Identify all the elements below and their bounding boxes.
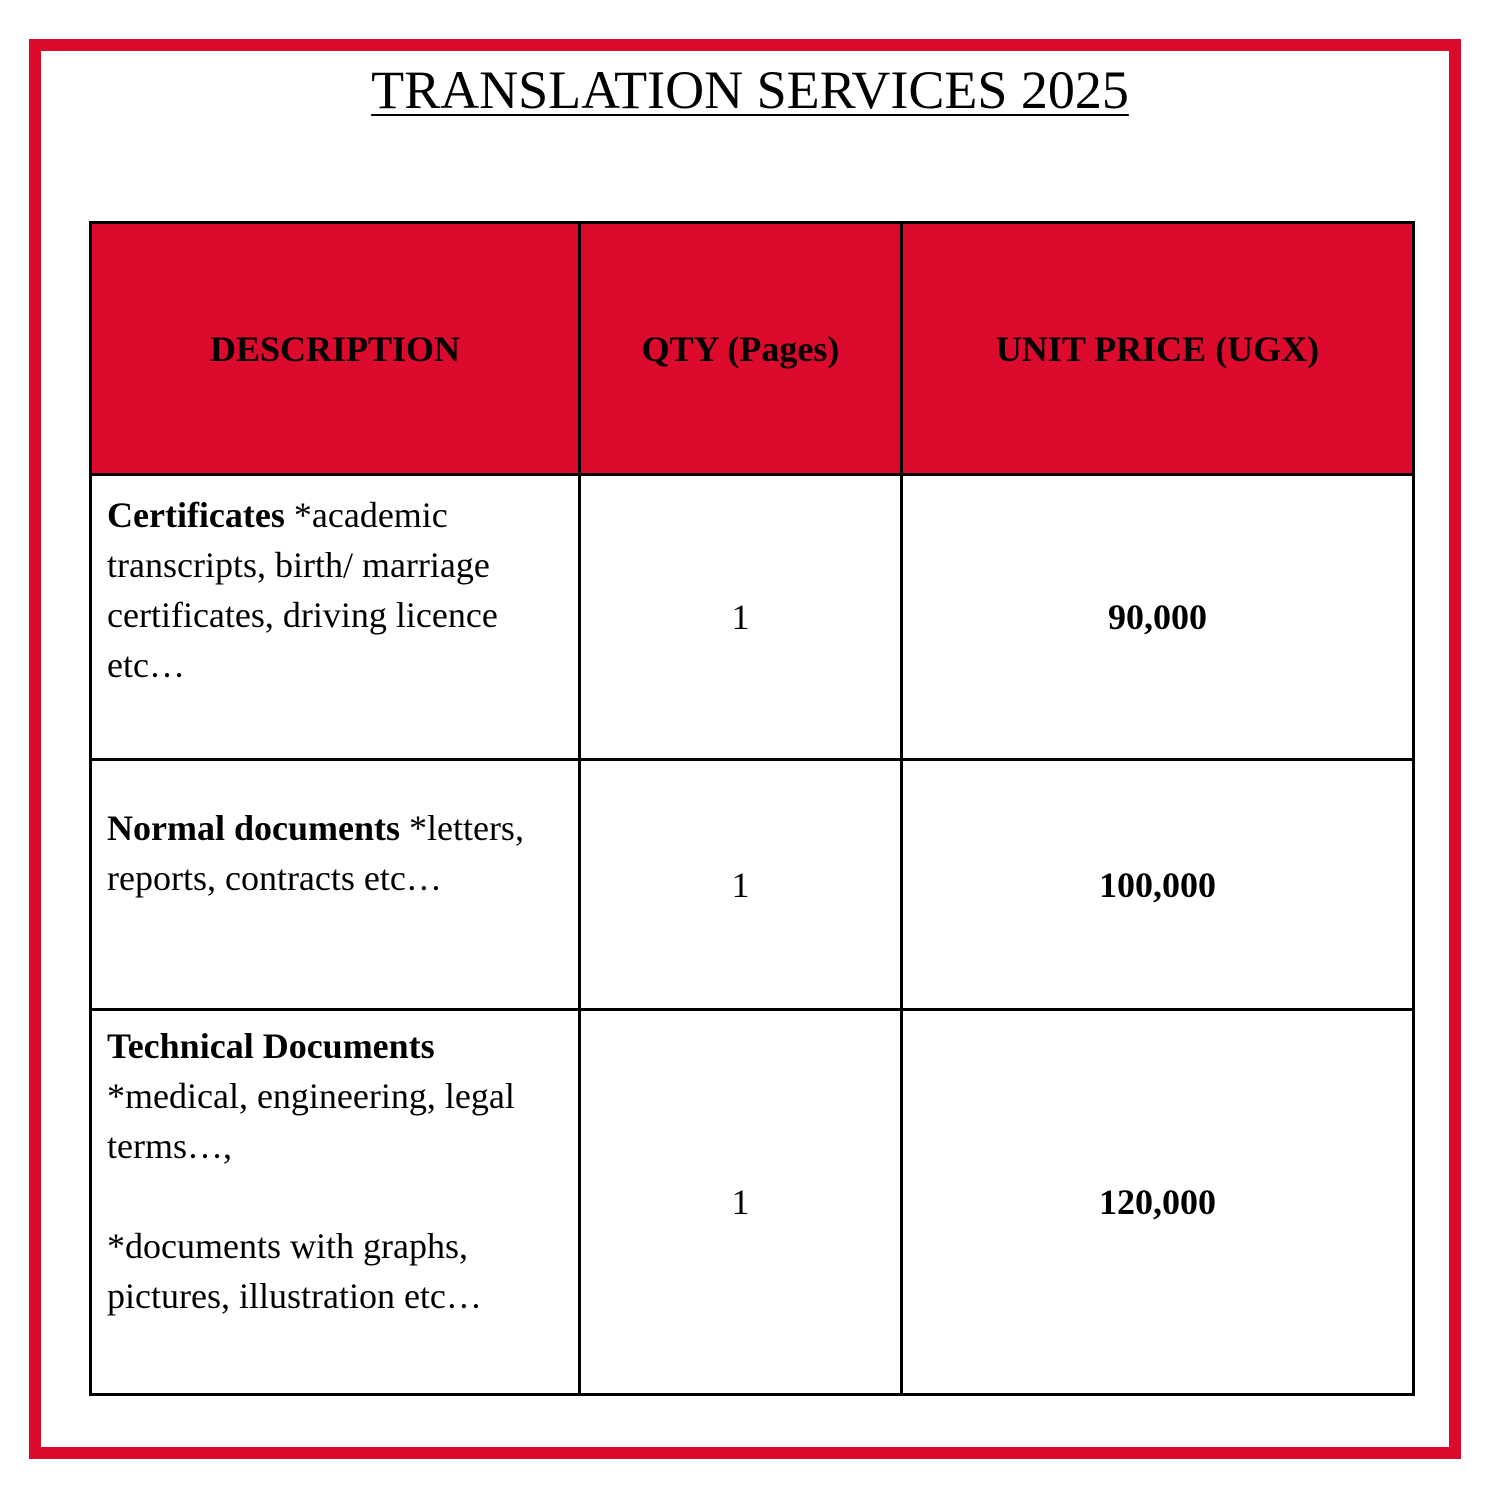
row-description — [91, 1010, 580, 1395]
row-description — [91, 475, 580, 760]
row-details: *academic transcripts, birth/ marriage certificates, driving licence etc… — [107, 495, 498, 685]
row-category: Certificates — [107, 495, 285, 535]
row-details-extra: *documents with graphs, pictures, illustration etc… — [107, 1226, 482, 1316]
table-row — [91, 475, 1414, 760]
header-unit-price: UNIT PRICE (UGX) — [902, 223, 1414, 475]
page-title-text: TRANSLATION SERVICES 2025 — [371, 60, 1129, 120]
row-category: Normal documents — [107, 808, 400, 848]
row-qty: 1 — [580, 475, 902, 760]
page-title — [0, 55, 1500, 125]
table-header-row — [91, 223, 1414, 475]
row-price: 120,000 — [902, 1010, 1414, 1395]
table-row — [91, 760, 1414, 1010]
row-details: *medical, engineering, legal terms…, — [107, 1076, 515, 1166]
row-category: Technical Documents — [107, 1026, 435, 1066]
row-price: 100,000 — [902, 760, 1414, 1010]
row-price: 90,000 — [902, 475, 1414, 760]
row-description — [91, 760, 580, 1010]
table-row — [91, 1010, 1414, 1395]
price-table — [89, 221, 1415, 1396]
header-description: DESCRIPTION — [91, 223, 580, 475]
row-qty: 1 — [580, 760, 902, 1010]
header-qty: QTY (Pages) — [580, 223, 902, 475]
row-details: *letters, reports, contracts etc… — [107, 808, 524, 898]
row-qty: 1 — [580, 1010, 902, 1395]
